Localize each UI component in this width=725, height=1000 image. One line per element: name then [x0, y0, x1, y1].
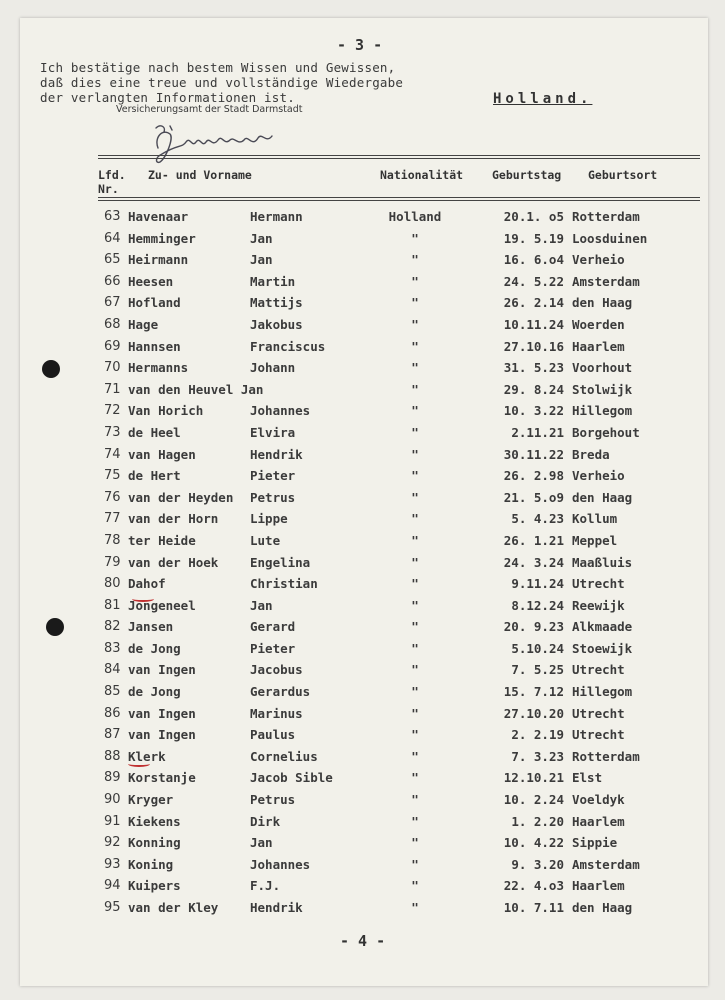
row-birthplace: Maaßluis — [572, 554, 633, 570]
row-firstname: F.J. — [250, 878, 281, 894]
row-birthplace: Borgehout — [572, 424, 640, 440]
red-pencil-mark — [128, 761, 150, 767]
page-number-bottom: - 4 - — [340, 932, 386, 950]
row-birthdate: 10. 3.22 — [503, 403, 564, 419]
row-birthplace: Utrecht — [572, 662, 625, 678]
row-birthdate: 5. 4.23 — [511, 511, 564, 527]
row-number: 67 — [104, 295, 121, 311]
row-birthdate: 12.10.21 — [503, 770, 564, 786]
row-nationality: " — [411, 640, 419, 656]
row-birthplace: Haarlem — [572, 813, 625, 829]
row-number: 77 — [104, 511, 121, 527]
row-nationality: " — [411, 489, 419, 505]
row-birthplace: Voeldyk — [572, 792, 625, 808]
row-birthplace: den Haag — [572, 295, 633, 311]
row-firstname: Petrus — [250, 792, 296, 808]
country-heading: Holland. — [493, 91, 593, 107]
row-surname: van der Hoek — [128, 554, 219, 570]
row-number: 85 — [104, 684, 121, 700]
row-surname: van Ingen — [128, 727, 196, 743]
table-row — [0, 769, 725, 791]
row-nationality: Holland — [388, 209, 442, 224]
row-firstname: Paulus — [250, 727, 296, 743]
row-firstname: Engelina — [250, 554, 311, 570]
row-number: 72 — [104, 403, 121, 419]
row-nationality: " — [411, 316, 419, 332]
row-birthplace: Rotterdam — [572, 748, 640, 764]
row-number: 88 — [104, 748, 121, 764]
row-birthdate: 5.10.24 — [511, 640, 564, 656]
confirmation-text — [40, 60, 403, 105]
table-row — [0, 554, 725, 576]
confirmation-line: der verlangten Informationen ist. — [40, 90, 295, 105]
table-row — [0, 532, 725, 554]
row-firstname: Johannes — [250, 403, 311, 419]
row-birthplace: Haarlem — [572, 878, 625, 894]
row-surname: Dahof — [128, 576, 166, 592]
row-nationality: " — [411, 597, 419, 613]
row-surname: de Jong — [128, 684, 181, 700]
row-birthdate: 27.10.16 — [503, 338, 564, 354]
table-row — [0, 294, 725, 316]
header-name: Zu- und Vorname — [148, 168, 252, 182]
row-number: 93 — [104, 856, 121, 872]
row-surname: de Heel — [128, 424, 181, 440]
row-surname: Hofland — [128, 295, 181, 311]
row-number: 81 — [104, 597, 121, 613]
row-firstname: Lippe — [250, 511, 288, 527]
row-number: 71 — [104, 381, 121, 397]
office-stamp: Versicherungsamt der Stadt Darmstadt — [116, 104, 303, 115]
row-surname: ter Heide — [128, 532, 196, 548]
row-number: 84 — [104, 662, 121, 678]
row-nationality: " — [411, 273, 419, 289]
row-surname: Kuipers — [128, 878, 181, 894]
row-birthdate: 22. 4.o3 — [503, 878, 564, 894]
header-nationality: Nationalität — [380, 168, 464, 182]
row-birthplace: Sippie — [572, 835, 618, 851]
row-firstname: Jan — [250, 835, 273, 851]
row-birthdate: 10. 2.24 — [503, 792, 564, 808]
header-rule-bottom — [98, 197, 700, 198]
row-firstname: Franciscus — [250, 338, 326, 354]
row-birthdate: 10. 7.11 — [503, 900, 564, 915]
row-birthplace: Kollum — [572, 511, 618, 527]
row-birthplace: Hillegom — [572, 403, 633, 419]
table-row — [0, 877, 725, 899]
confirmation-line: daß dies eine treue und vollständige Wiedergabe — [40, 75, 404, 90]
row-surname: Jansen — [128, 619, 174, 635]
row-nationality: " — [411, 856, 419, 872]
table-row — [0, 338, 725, 360]
row-firstname: Jakobus — [250, 316, 303, 332]
row-birthdate: 26. 1.21 — [503, 532, 564, 548]
row-nationality: " — [411, 252, 419, 268]
row-nationality: " — [411, 619, 419, 635]
table-row — [0, 813, 725, 835]
row-number: 68 — [104, 316, 121, 332]
row-firstname: Martin — [250, 273, 296, 289]
page-number-top: - 3 - — [337, 36, 383, 54]
table-row — [0, 208, 725, 230]
row-number: 79 — [104, 554, 121, 570]
row-nationality: " — [411, 360, 419, 376]
header-rule-top — [98, 155, 700, 156]
row-firstname: Jan — [250, 597, 273, 613]
row-birthdate: 29. 8.24 — [503, 381, 564, 397]
row-number: 74 — [104, 446, 121, 462]
row-number: 83 — [104, 640, 121, 656]
table-row — [0, 424, 725, 446]
row-nationality: " — [411, 446, 419, 462]
table-row — [0, 230, 725, 252]
row-firstname: Johann — [250, 360, 296, 376]
row-birthdate: 10. 4.22 — [503, 835, 564, 851]
row-nationality: " — [411, 770, 419, 786]
table-row — [0, 446, 725, 468]
row-nationality: " — [411, 295, 419, 311]
row-surname: van Ingen — [128, 662, 196, 678]
table-row — [0, 899, 725, 921]
row-firstname: Jan — [250, 230, 273, 246]
row-birthdate: 26. 2.14 — [503, 295, 564, 311]
table-row — [0, 510, 725, 532]
table-row — [0, 597, 725, 619]
table-row — [0, 726, 725, 748]
row-birthdate: 15. 7.12 — [503, 684, 564, 700]
table-row — [0, 791, 725, 813]
row-surname: Jongeneel — [128, 597, 196, 613]
row-birthdate: 1. 2.20 — [511, 813, 564, 829]
table-row — [0, 251, 725, 273]
row-birthdate: 8.12.24 — [511, 597, 564, 613]
row-birthplace: den Haag — [572, 900, 633, 915]
row-nationality: " — [411, 705, 419, 721]
row-surname: Korstanje — [128, 770, 196, 786]
row-surname: van Ingen — [128, 705, 196, 721]
row-birthplace: Utrecht — [572, 576, 625, 592]
row-firstname: Jacob Sible — [250, 770, 333, 786]
row-surname: Hage — [128, 316, 159, 332]
table-row — [0, 856, 725, 878]
punch-hole — [46, 618, 64, 636]
row-nationality: " — [411, 381, 419, 397]
row-birthdate: 31. 5.23 — [503, 360, 564, 376]
row-birthplace: Breda — [572, 446, 610, 462]
row-firstname: Cornelius — [250, 748, 318, 764]
row-surname: Heirmann — [128, 252, 189, 268]
row-nationality: " — [411, 813, 419, 829]
row-number: 70 — [104, 360, 121, 376]
row-birthplace: Haarlem — [572, 338, 625, 354]
table-row — [0, 489, 725, 511]
row-birthplace: Verheio — [572, 468, 625, 484]
row-birthdate: 16. 6.o4 — [503, 252, 564, 268]
table-row — [0, 661, 725, 683]
table-row — [0, 381, 725, 403]
row-nationality: " — [411, 554, 419, 570]
header-rule-top-2 — [98, 158, 700, 159]
row-birthdate: 9.11.24 — [511, 576, 564, 592]
row-firstname: Pieter — [250, 468, 296, 484]
row-birthdate: 19. 5.19 — [503, 230, 564, 246]
row-surname: Konning — [128, 835, 181, 851]
punch-hole — [42, 360, 60, 378]
row-surname: van der Kley — [128, 900, 219, 915]
row-birthplace: den Haag — [572, 489, 633, 505]
row-firstname: Hermann — [250, 209, 303, 224]
row-birthdate: 27.10.20 — [503, 705, 564, 721]
row-nationality: " — [411, 662, 419, 678]
row-firstname: Petrus — [250, 489, 296, 505]
header-rule-bottom-2 — [98, 200, 700, 201]
row-birthplace: Rotterdam — [572, 209, 640, 224]
row-birthplace: Woerden — [572, 316, 625, 332]
row-firstname: Gerardus — [250, 684, 311, 700]
table-row — [0, 467, 725, 489]
row-birthplace: Stolwijk — [572, 381, 633, 397]
row-firstname: Elvira — [250, 424, 296, 440]
row-number: 69 — [104, 338, 121, 354]
row-firstname: Hendrik — [250, 446, 303, 462]
row-firstname: Christian — [250, 576, 318, 592]
table-row — [0, 273, 725, 295]
row-nationality: " — [411, 230, 419, 246]
table-row — [0, 705, 725, 727]
header-birthdate: Geburtstag — [492, 168, 562, 182]
row-birthdate: 30.11.22 — [503, 446, 564, 462]
row-surname: de Jong — [128, 640, 181, 656]
header-nr: Lfd. Nr. — [98, 168, 126, 196]
confirmation-line: Ich bestätige nach bestem Wissen und Gewissen, — [40, 60, 396, 75]
row-nationality: " — [411, 532, 419, 548]
row-nationality: " — [411, 727, 419, 743]
row-birthplace: Utrecht — [572, 727, 625, 743]
table-row — [0, 640, 725, 662]
row-number: 89 — [104, 770, 121, 786]
row-surname: Klerk — [128, 748, 166, 764]
row-nationality: " — [411, 748, 419, 764]
row-number: 91 — [104, 813, 121, 829]
row-birthdate: 21. 5.o9 — [503, 489, 564, 505]
row-surname: van der Heyden — [128, 489, 234, 505]
row-birthdate: 24. 5.22 — [503, 273, 564, 289]
row-number: 64 — [104, 230, 121, 246]
row-firstname: Johannes — [250, 856, 311, 872]
row-firstname: Gerard — [250, 619, 296, 635]
row-number: 78 — [104, 532, 121, 548]
row-surname: Havenaar — [128, 209, 189, 224]
row-firstname: Pieter — [250, 640, 296, 656]
row-number: 82 — [104, 619, 121, 635]
handwritten-signature — [148, 118, 278, 168]
row-firstname: Dirk — [250, 813, 281, 829]
row-number: 90 — [104, 792, 121, 808]
row-nationality: " — [411, 878, 419, 894]
row-number: 65 — [104, 252, 121, 268]
row-firstname: Jan — [250, 252, 273, 268]
row-surname: van den Heuvel Jan — [128, 381, 264, 397]
row-birthplace: Utrecht — [572, 705, 625, 721]
row-birthplace: Stoewijk — [572, 640, 633, 656]
row-number: 63 — [104, 209, 121, 224]
row-nationality: " — [411, 900, 419, 915]
row-birthplace: Loosduinen — [572, 230, 648, 246]
row-birthdate: 7. 3.23 — [511, 748, 564, 764]
table-row — [0, 618, 725, 640]
row-birthdate: 24. 3.24 — [503, 554, 564, 570]
row-nationality: " — [411, 403, 419, 419]
row-surname: de Hert — [128, 468, 181, 484]
row-birthplace: Voorhout — [572, 360, 633, 376]
row-birthplace: Hillegom — [572, 684, 633, 700]
table-row — [0, 683, 725, 705]
row-number: 86 — [104, 705, 121, 721]
row-surname: Van Horich — [128, 403, 204, 419]
row-nationality: " — [411, 684, 419, 700]
row-number: 73 — [104, 424, 121, 440]
header-birthplace: Geburtsort — [588, 168, 658, 182]
row-number: 95 — [104, 900, 121, 915]
table-row — [0, 402, 725, 424]
row-nationality: " — [411, 792, 419, 808]
row-birthdate: 20.1. o5 — [503, 209, 564, 224]
table-header — [0, 168, 725, 198]
row-surname: Hemminger — [128, 230, 196, 246]
row-birthplace: Verheio — [572, 252, 625, 268]
red-pencil-mark — [132, 596, 154, 602]
row-firstname: Mattijs — [250, 295, 303, 311]
row-surname: Hermanns — [128, 360, 189, 376]
row-number: 94 — [104, 878, 121, 894]
row-firstname: Jacobus — [250, 662, 303, 678]
row-birthdate: 20. 9.23 — [503, 619, 564, 635]
row-birthdate: 7. 5.25 — [511, 662, 564, 678]
row-surname: Hannsen — [128, 338, 181, 354]
row-birthdate: 2. 2.19 — [511, 727, 564, 743]
row-surname: van Hagen — [128, 446, 196, 462]
row-number: 87 — [104, 727, 121, 743]
row-firstname: Lute — [250, 532, 281, 548]
row-number: 66 — [104, 273, 121, 289]
row-number: 92 — [104, 835, 121, 851]
row-number: 76 — [104, 489, 121, 505]
row-birthdate: 9. 3.20 — [511, 856, 564, 872]
row-nationality: " — [411, 424, 419, 440]
row-birthdate: 10.11.24 — [503, 316, 564, 332]
table-row — [0, 834, 725, 856]
table-row — [0, 748, 725, 770]
row-birthplace: Reewijk — [572, 597, 625, 613]
row-nationality: " — [411, 468, 419, 484]
row-birthdate: 2.11.21 — [511, 424, 564, 440]
row-number: 75 — [104, 468, 121, 484]
row-nationality: " — [411, 338, 419, 354]
row-nationality: " — [411, 576, 419, 592]
row-firstname: Hendrik — [250, 900, 303, 915]
row-birthplace: Meppel — [572, 532, 618, 548]
row-surname: van der Horn — [128, 511, 219, 527]
table-row — [0, 575, 725, 597]
table-row — [0, 359, 725, 381]
row-surname: Heesen — [128, 273, 174, 289]
person-table — [0, 208, 725, 921]
row-surname: Kiekens — [128, 813, 181, 829]
row-number: 80 — [104, 576, 121, 592]
row-birthplace: Elst — [572, 770, 603, 786]
row-birthplace: Alkmaade — [572, 619, 633, 635]
table-row — [0, 316, 725, 338]
row-birthplace: Amsterdam — [572, 856, 640, 872]
row-firstname: Marinus — [250, 705, 303, 721]
row-birthdate: 26. 2.98 — [503, 468, 564, 484]
row-surname: Kryger — [128, 792, 174, 808]
row-nationality: " — [411, 835, 419, 851]
row-birthplace: Amsterdam — [572, 273, 640, 289]
row-surname: Koning — [128, 856, 174, 872]
row-nationality: " — [411, 511, 419, 527]
